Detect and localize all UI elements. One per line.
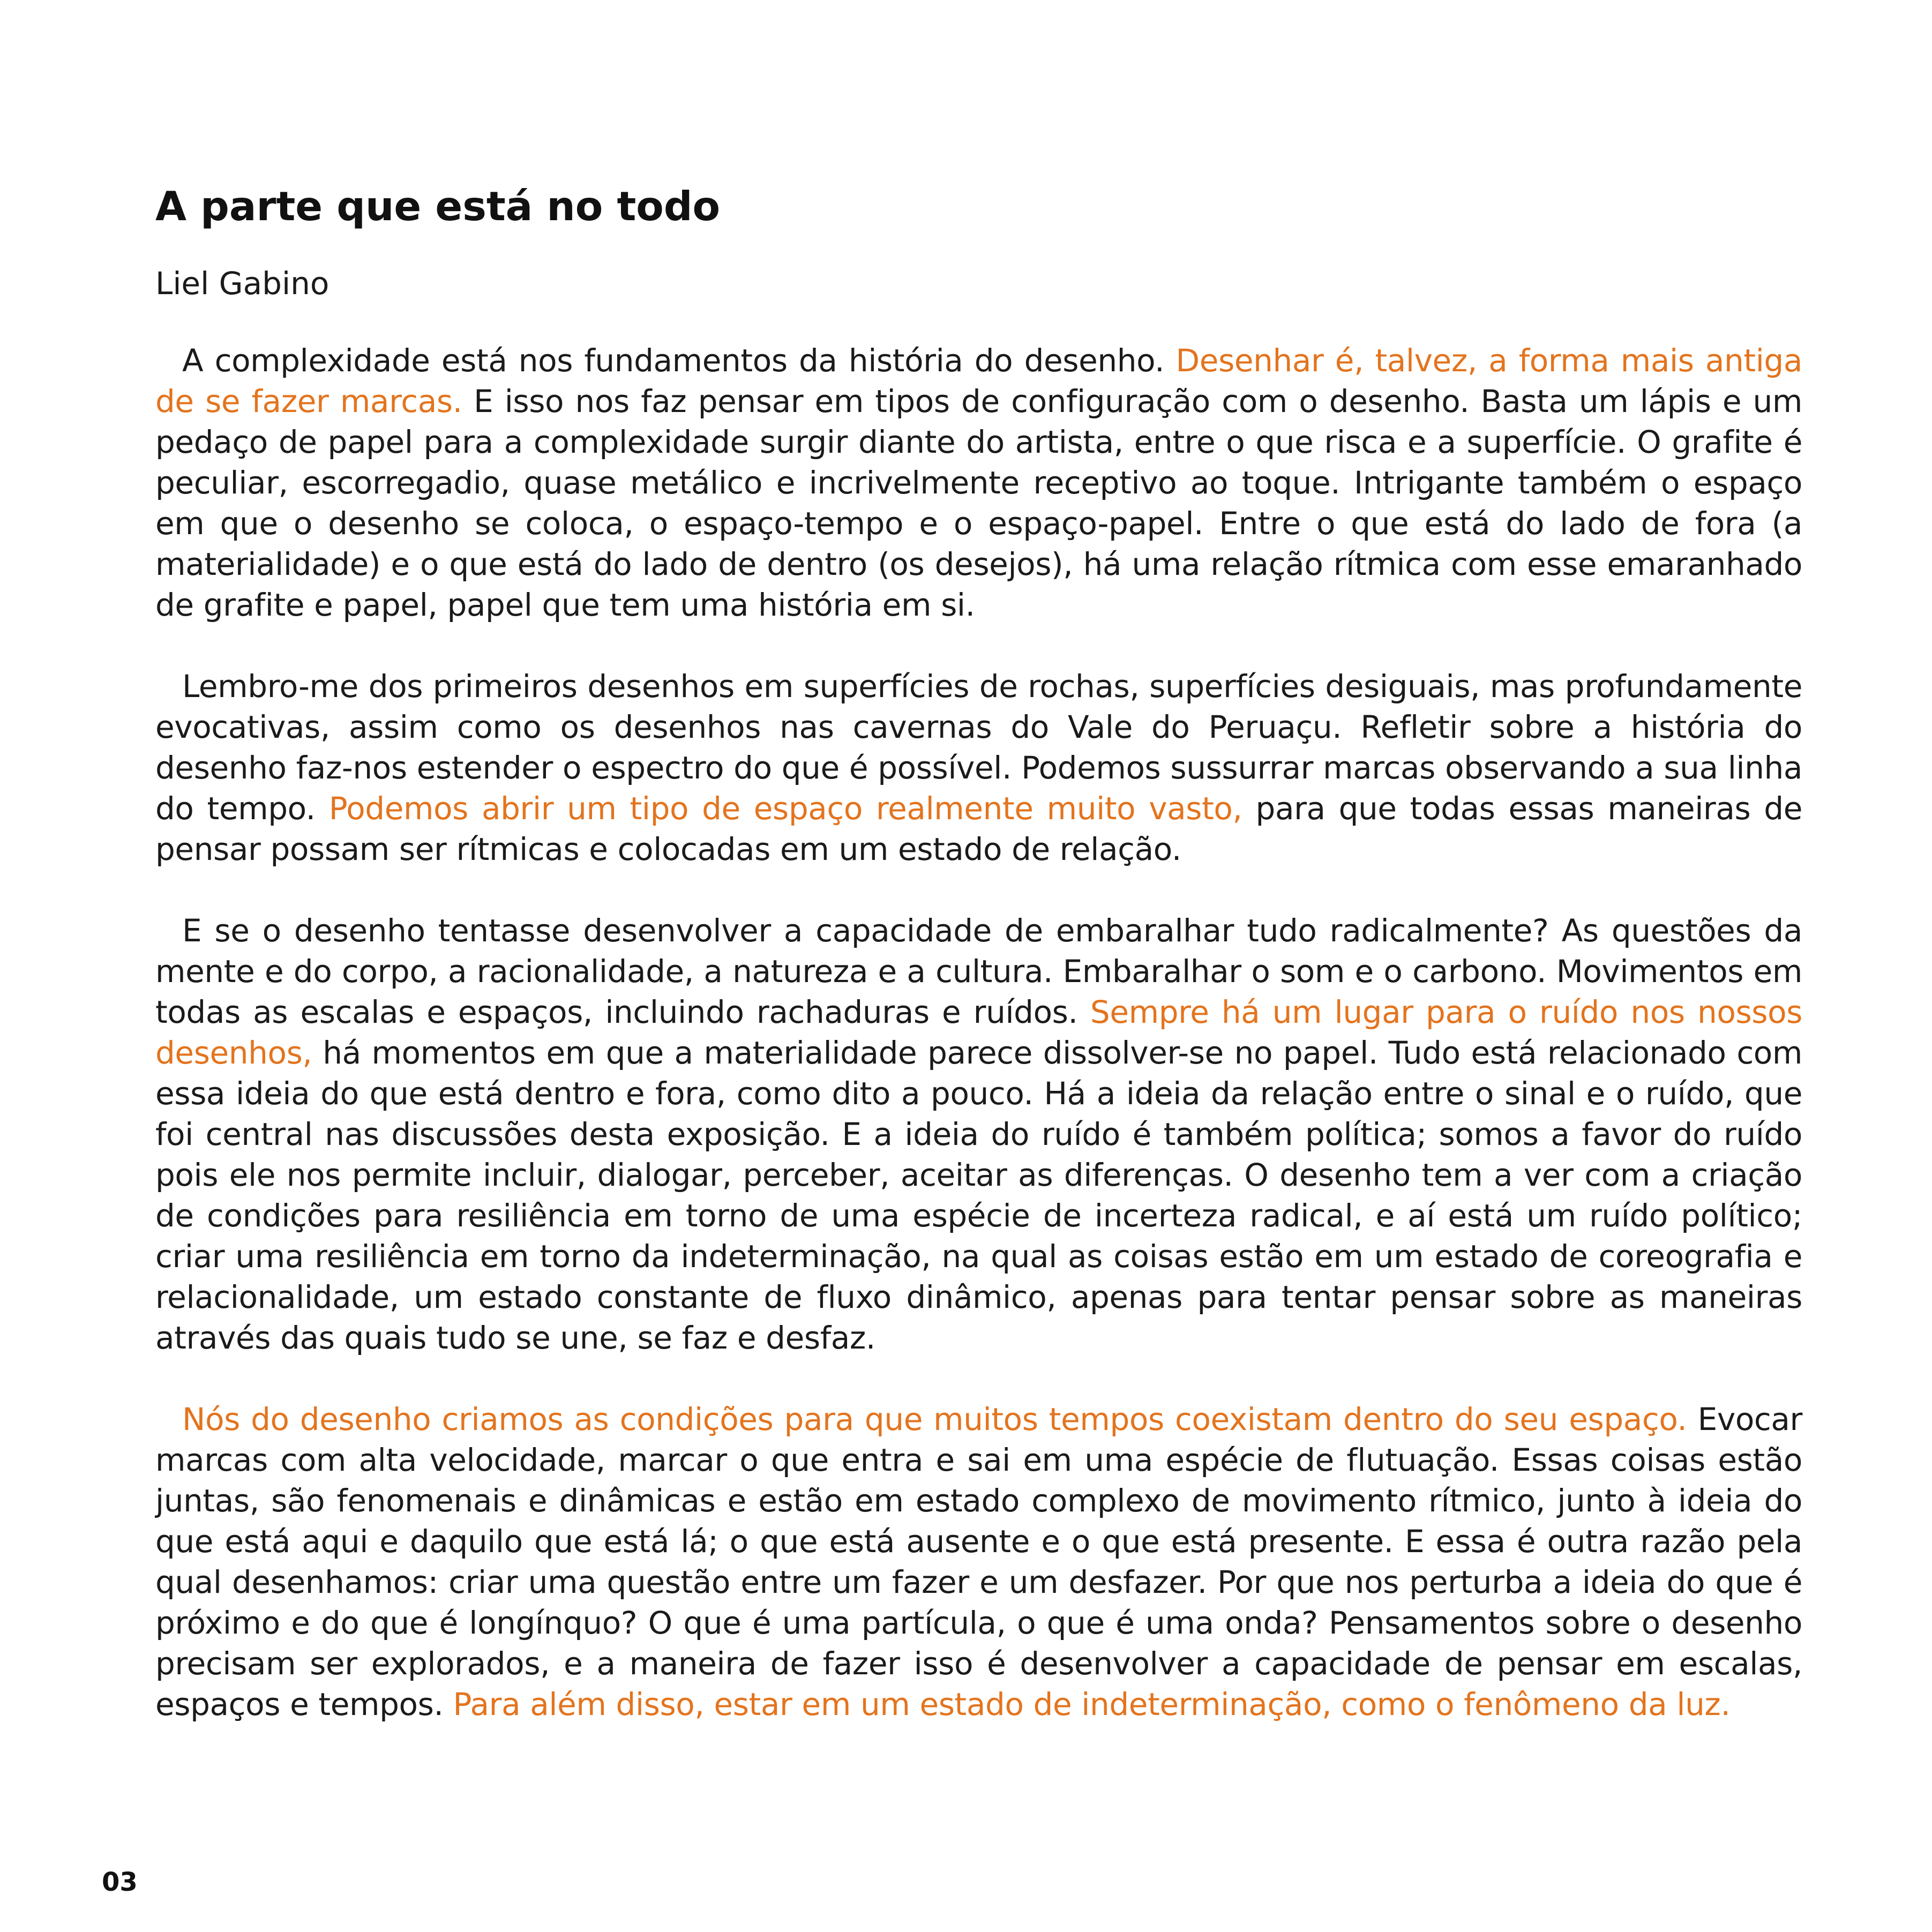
article bbox=[155, 182, 1802, 1765]
paragraph-segment: E se o desenho tentasse desenvolver a capacidade de embaralhar tudo radicalmente? As questões da mente e do corpo, a racionalidade, a natureza e a cultura. Embaralhar o som e o carbono. Movimentos em todas as escalas e espaços, incluindo rachaduras e ruídos. bbox=[155, 912, 1802, 1030]
paragraph-highlight: Sempre há um lugar para o ruído nos nossos desenhos, bbox=[155, 993, 1802, 1071]
paragraph-segment: há momentos em que a materialidade parece dissolver-se no papel. Tudo está relacionado com essa ideia do que está dentro e fora, como dito a pouco. Há a ideia da relação entre o sinal e o ruído, que foi central nas discussões desta exposição. E a ideia do ruído é também política; somos a favor do ruído pois ele nos permite incluir, dialogar, perceber, aceitar as diferenças. O desenho tem a ver com a criação de condições para resiliência em torno de uma espécie de incerteza radical, e aí está um ruído político; criar uma resiliência em torno da indeterminação, na qual as coisas estão em um estado de coreografia e relacionalidade, um estado constante de fluxo dinâmico, apenas para tentar pensar sobre as maneiras através das quais tudo se une, se faz e desfaz. bbox=[155, 1034, 1802, 1356]
paragraph-3 bbox=[155, 910, 1802, 1358]
paragraph-highlight: Podemos abrir um tipo de espaço realmente muito vasto, bbox=[328, 790, 1242, 827]
paragraph-4 bbox=[155, 1399, 1802, 1725]
paragraph-2 bbox=[155, 666, 1802, 870]
paragraph-segment: para que todas essas maneiras de pensar possam ser rítmicas e colocadas em um estado de relação. bbox=[155, 790, 1802, 867]
paragraph-segment: Evocar marcas com alta velocidade, marcar o que entra e sai em uma espécie de flutuação. Essas coisas estão juntas, são fenomenais e dinâmicas e estão em estado complexo de movimento rítmico, junto à ideia do que está aqui e daquilo que está lá; o que está ausente e o que está presente. E essa é outra razão pela qual desenhamos: criar uma questão entre um fazer e um desfazer. Por que nos perturba a ideia do que é próximo e do que é longínquo? O que é uma partícula, o que é uma onda? Pensamentos sobre o desenho precisam ser explorados, e a maneira de fazer isso é desenvolver a capacidade de pensar em escalas, espaços e tempos. bbox=[155, 1401, 1803, 1723]
paragraph-segment: Lembro-me dos primeiros desenhos em superfícies de rochas, superfícies desiguais, mas profundamente evocativas, assim como os desenhos nas cavernas do Vale do Peruaçu. Refletir sobre a história do desenho faz-nos estender o espectro do que é possível. Podemos sussurrar marcas observando a sua linha do tempo. bbox=[155, 668, 1802, 827]
article-author: Liel Gabino bbox=[155, 265, 330, 302]
paragraph-segment: A complexidade está nos fundamentos da história do desenho. bbox=[182, 342, 1176, 379]
paragraph-highlight: Para além disso, estar em um estado de indeterminação, como o fenômeno da luz. bbox=[453, 1686, 1731, 1723]
paragraph-highlight: Nós do desenho criamos as condições para que muitos tempos coexistam dentro do seu espaço. bbox=[182, 1401, 1687, 1437]
paragraph-segment: E isso nos faz pensar em tipos de configuração com o desenho. Basta um lápis e um pedaço de papel para a complexidade surgir diante do artista, entre o que risca e a superfície. O grafite é peculiar, escorregadio, quase metálico e incrivelmente receptivo ao toque. Intrigante também o espaço em que o desenho se coloca, o espaço-tempo e o espaço-papel. Entre o que está do lado de fora (a materialidade) e o que está do lado de dentro (os desejos), há uma relação rítmica com esse emaranhado de grafite e papel, papel que tem uma história em si. bbox=[155, 383, 1802, 623]
paragraph-highlight: Desenhar é, talvez, a forma mais antiga de se fazer marcas. bbox=[155, 342, 1802, 420]
paragraph-1 bbox=[155, 340, 1802, 625]
page-number: 03 bbox=[102, 1867, 138, 1897]
article-title: A parte que está no todo bbox=[155, 183, 721, 230]
